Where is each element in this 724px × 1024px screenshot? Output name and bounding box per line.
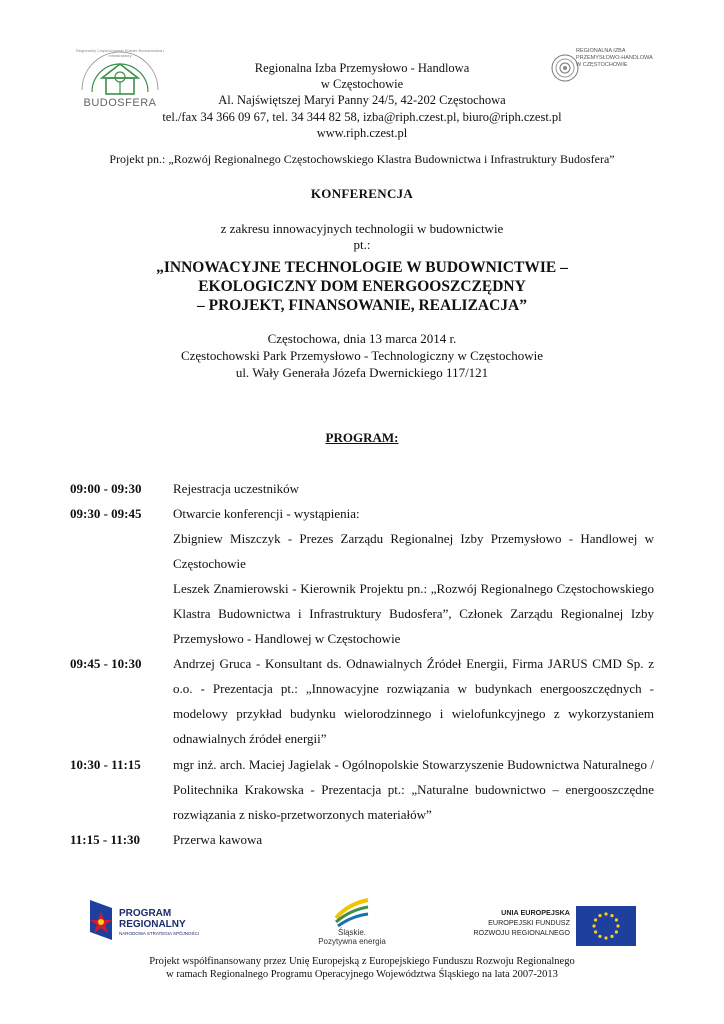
slaskie-waves-icon (332, 892, 372, 928)
org-city: w Częstochowie (320, 77, 404, 92)
header-address (150, 60, 574, 141)
footer-line: w ramach Regionalnego Programu Operacyjnego Województwa Śląskiego na lata 2007-2013 (166, 969, 558, 980)
pr-subline: NARODOWA STRATEGIA SPÓJNOŚCI (119, 931, 200, 936)
org-name: Regionalna Izba Przemysłowo - Handlowa (254, 61, 470, 75)
org-website: www.riph.czest.pl (316, 125, 408, 140)
conference-place (0, 330, 724, 381)
footer-funding-note (0, 955, 724, 981)
program-desc: Zbigniew Miszczyk - Prezes Zarządu Regionalnej Izby Przemysłowo - Handlowej w Częstochowie (173, 531, 654, 571)
program-row (70, 576, 654, 651)
slaskie-logo (312, 892, 392, 952)
place-date: Częstochowa, dnia 13 marca 2014 r. (267, 331, 457, 346)
place-venue: Częstochowski Park Przemysłowo - Technologiczny w Częstochowie (180, 348, 544, 363)
program-row (70, 476, 654, 501)
program-desc: mgr inż. arch. Maciej Jagielak - Ogólnopolskie Stowarzyszenie Budownictwa Naturalnego / Politechnika Krakowska - Prezentacja pt.: „Naturalne budownictwo – energooszczędne rozwiązania z nisko-przetworzonych materiałów” (173, 757, 654, 822)
program-regionalny-logo (86, 896, 216, 946)
slaskie-slogan: Pozytywna energia (318, 937, 386, 946)
footer-line: Projekt współfinansowany przez Unię Europejską z Europejskiego Funduszu Rozwoju Regionalnego (149, 956, 575, 967)
program-time: 09:00 - 09:30 (70, 481, 142, 496)
eu-line: EUROPEJSKI FUNDUSZ (488, 918, 570, 927)
slaskie-name: Śląskie. (337, 928, 366, 937)
program-time: 09:30 - 09:45 (70, 506, 142, 521)
conference-title (0, 258, 724, 315)
title-line: „INNOWACYJNE TECHNOLOGIE W BUDOWNICTWIE – (156, 259, 568, 276)
program-row (70, 526, 654, 576)
scope-line: z zakresu innowacyjnych technologii w budownictwie (220, 221, 504, 236)
eu-line: ROZWOJU REGIONALNEGO (473, 928, 570, 937)
program-row (70, 827, 654, 852)
project-line: Projekt pn.: „Rozwój Regionalnego Częstochowskiego Klastra Budownictwa i Infrastruktury Budosfera” (109, 152, 615, 166)
program-row (70, 752, 654, 827)
budosfera-logo-text: BUDOSFERA (83, 97, 157, 109)
program-desc: Andrzej Gruca - Konsultant ds. Odnawialnych Źródeł Energii, Firma JARUS CMD Sp. z o.o. - Prezentacja pt.: „Innowacyjne rozwiązania w budynkach energooszczędnych - modelowy przykład budynku wielorodzinnego i wielofunkcyjnego z wykorzystaniem odnawialnych źródeł energii” (173, 656, 654, 746)
pr-line: REGIONALNY (119, 919, 186, 930)
eu-logo (470, 906, 640, 950)
program-desc: Otwarcie konferencji - wystąpienia: (173, 506, 360, 521)
house-icon (102, 64, 138, 78)
program-desc: Leszek Znamierowski - Kierownik Projektu pn.: „Rozwój Regionalnego Częstochowskiego Klastra Budownictwa i Infrastruktury Budosfera”, Członek Zarządu Regionalnej Izby Przemysłowo - Handlowej w Częstochowie (173, 581, 654, 646)
scope-line: pt.: (353, 237, 371, 252)
pr-line: PROGRAM (119, 908, 172, 919)
conference-heading: KONFERENCJA (310, 186, 414, 201)
program-row (70, 501, 654, 526)
program-desc: Rejestracja uczestników (173, 481, 299, 496)
program-time: 10:30 - 11:15 (70, 757, 141, 772)
eu-line: UNIA EUROPEJSKA (501, 908, 570, 917)
program-heading: PROGRAM: (325, 430, 399, 445)
program-regionalny-icon (86, 898, 116, 942)
riph-logo-line: REGIONALNA IZBA (576, 48, 626, 54)
program-time: 09:45 - 10:30 (70, 656, 142, 671)
org-contact: tel./fax 34 366 09 67, tel. 34 344 82 58, izba@riph.czest.pl, biuro@riph.czest.pl (162, 109, 562, 124)
program-row (70, 651, 654, 751)
program-time: 11:15 - 11:30 (70, 832, 141, 847)
title-line: – PROJEKT, FINANSOWANIE, REALIZACJA” (197, 297, 527, 314)
tree-icon (115, 72, 125, 82)
program-desc: Przerwa kawowa (173, 832, 263, 847)
riph-logo-line: PRZEMYSŁOWO-HANDLOWA (576, 55, 653, 61)
budosfera-arc-text: Regionalny Częstochowski Klaster Budownictwa i Infrastruktury (75, 48, 165, 58)
title-line: EKOLOGICZNY DOM ENERGOOSZCZĘDNY (198, 278, 526, 295)
eu-flag-icon (576, 906, 636, 946)
riph-logo-line: W CZĘSTOCHOWIE (576, 62, 628, 68)
place-street: ul. Wały Generała Józefa Dwernickiego 117/121 (235, 365, 489, 380)
conference-scope (0, 221, 724, 253)
org-address: Al. Najświętszej Maryi Panny 24/5, 42-202 Częstochowa (218, 93, 506, 108)
